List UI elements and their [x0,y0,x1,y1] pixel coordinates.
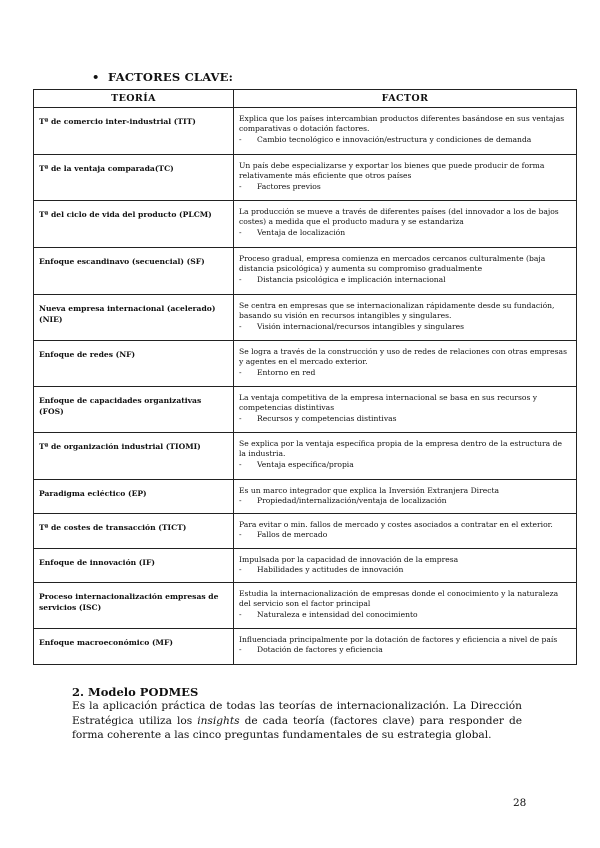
header-factor: FACTOR [234,90,577,108]
theory-factor-cell [234,433,577,480]
theory-name: Tª de la ventaja comparada(TC) [34,155,234,201]
factores-clave-heading [92,70,233,84]
factor-description: Es un marco integrador que explica la Inversión Extranjera Directa [239,486,500,495]
section-paragraph [72,699,522,743]
factor-bullet: - Distancia psicológica e implicación internacional [239,275,571,285]
theory-factor-cell [234,583,577,629]
theory-factor-cell [234,514,577,549]
bullet-icon: • [92,70,100,84]
paragraph-text-start: Es la aplicación práctica de todas las teorías de internacionalización. La Dirección Estratégica utiliza los [72,700,522,727]
theory-name: Nueva empresa internacional (acelerado) (NIE) [34,295,234,341]
factor-bullet: - Naturaleza e intensidad del conocimiento [239,610,571,620]
theory-factor-cell [234,387,577,433]
table-row [34,108,577,155]
theory-factor-cell [234,549,577,583]
theory-name: Tª del ciclo de vida del producto (PLCM) [34,201,234,248]
factor-description: La ventaja competitiva de la empresa internacional se basa en sus recursos y competencias distintivas [239,393,538,413]
table-row [34,387,577,433]
factor-bullet: - Ventaja de localización [239,228,571,238]
factor-description: Se explica por la ventaja específica propia de la empresa dentro de la estructura de la industria. [239,439,562,459]
factor-description: Influenciada principalmente por la dotación de factores y eficiencia a nivel de país [239,635,558,644]
factor-description: Un país debe especializarse y exportar los bienes que puede producir de forma relativamente más eficiente que otros países [239,161,545,181]
theory-name: Enfoque escandinavo (secuencial) (SF) [34,248,234,295]
heading-text: FACTORES CLAVE: [108,70,234,84]
factor-description: Estudia la internacionalización de empresas donde el conocimiento y la naturaleza del servicio son el factor principal [239,589,559,609]
table-row [34,549,577,583]
factor-bullet: - Fallos de mercado [239,530,571,540]
table-header-row [34,90,577,108]
section-title: 2. Modelo PODMES [72,685,199,699]
theory-factor-cell [234,629,577,665]
factor-description: Explica que los países intercambian productos diferentes basándose en sus ventajas comparativas o dotación factores. [239,114,565,134]
theory-factor-cell [234,108,577,155]
factor-bullet: - Cambio tecnológico e innovación/estructura y condiciones de demanda [239,135,571,145]
factor-bullet: - Propiedad/internalización/ventaja de localización [239,496,571,506]
theory-name: Enfoque de capacidades organizativas (FOS) [34,387,234,433]
theory-name: Proceso internacionalización empresas de servicios (ISC) [34,583,234,629]
theory-factor-cell [234,155,577,201]
factor-bullet: - Dotación de factores y eficiencia [239,645,571,655]
table-row [34,583,577,629]
paragraph-text-end: de cada teoría (factores clave) para responder de forma coherente a las cinco preguntas fundamentales de su estrategia global. [72,714,523,741]
theory-name: Tª de costes de transacción (TICT) [34,514,234,549]
table-row [34,433,577,480]
theory-name: Enfoque macroeconómico (MF) [34,629,234,665]
theory-name: Paradigma ecléctico (EP) [34,480,234,514]
theory-name: Enfoque de innovación (IF) [34,549,234,583]
theory-name: Enfoque de redes (NF) [34,341,234,387]
table-row [34,248,577,295]
theory-factor-cell [234,341,577,387]
table-row [34,201,577,248]
table-row [34,514,577,549]
theory-factor-cell [234,480,577,514]
factor-bullet: - Recursos y competencias distintivas [239,414,571,424]
factor-description: Impulsada por la capacidad de innovación de la empresa [239,555,459,564]
theory-name: Tª de organización industrial (TIOMI) [34,433,234,480]
theories-table [33,89,577,665]
factor-bullet: - Factores previos [239,182,571,192]
table-row [34,295,577,341]
header-teoria: TEORÍA [34,90,234,108]
table-row [34,341,577,387]
page-number: 28 [513,797,527,809]
factor-bullet: - Habilidades y actitudes de innovación [239,565,571,575]
table-row [34,155,577,201]
paragraph-emphasis: insights [197,714,240,727]
factor-description: Se centra en empresas que se internacionalizan rápidamente desde su fundación, basando su visión en recursos intangibles y singulares. [239,301,555,321]
theory-factor-cell [234,201,577,248]
factor-bullet: - Ventaja específica/propia [239,460,571,470]
factor-description: Para evitar o min. fallos de mercado y costes asociados a contratar en el exterior. [239,520,553,529]
theory-factor-cell [234,295,577,341]
factor-description: La producción se mueve a través de diferentes países (del innovador a los de bajos costes) a medida que el producto madura y se estandariza [239,207,559,227]
theory-name: Tª de comercio inter-industrial (TIT) [34,108,234,155]
factor-description: Se logra a través de la construcción y uso de redes de relaciones con otras empresas y agentes en el mercado exterior. [239,347,567,367]
factor-description: Proceso gradual, empresa comienza en mercados cercanos culturalmente (baja distancia psicológica) y aumenta su compromiso gradualmente [239,254,546,274]
table-row [34,480,577,514]
theory-factor-cell [234,248,577,295]
factor-bullet: - Visión internacional/recursos intangibles y singulares [239,322,571,332]
factor-bullet: - Entorno en red [239,368,571,378]
table-row [34,629,577,665]
